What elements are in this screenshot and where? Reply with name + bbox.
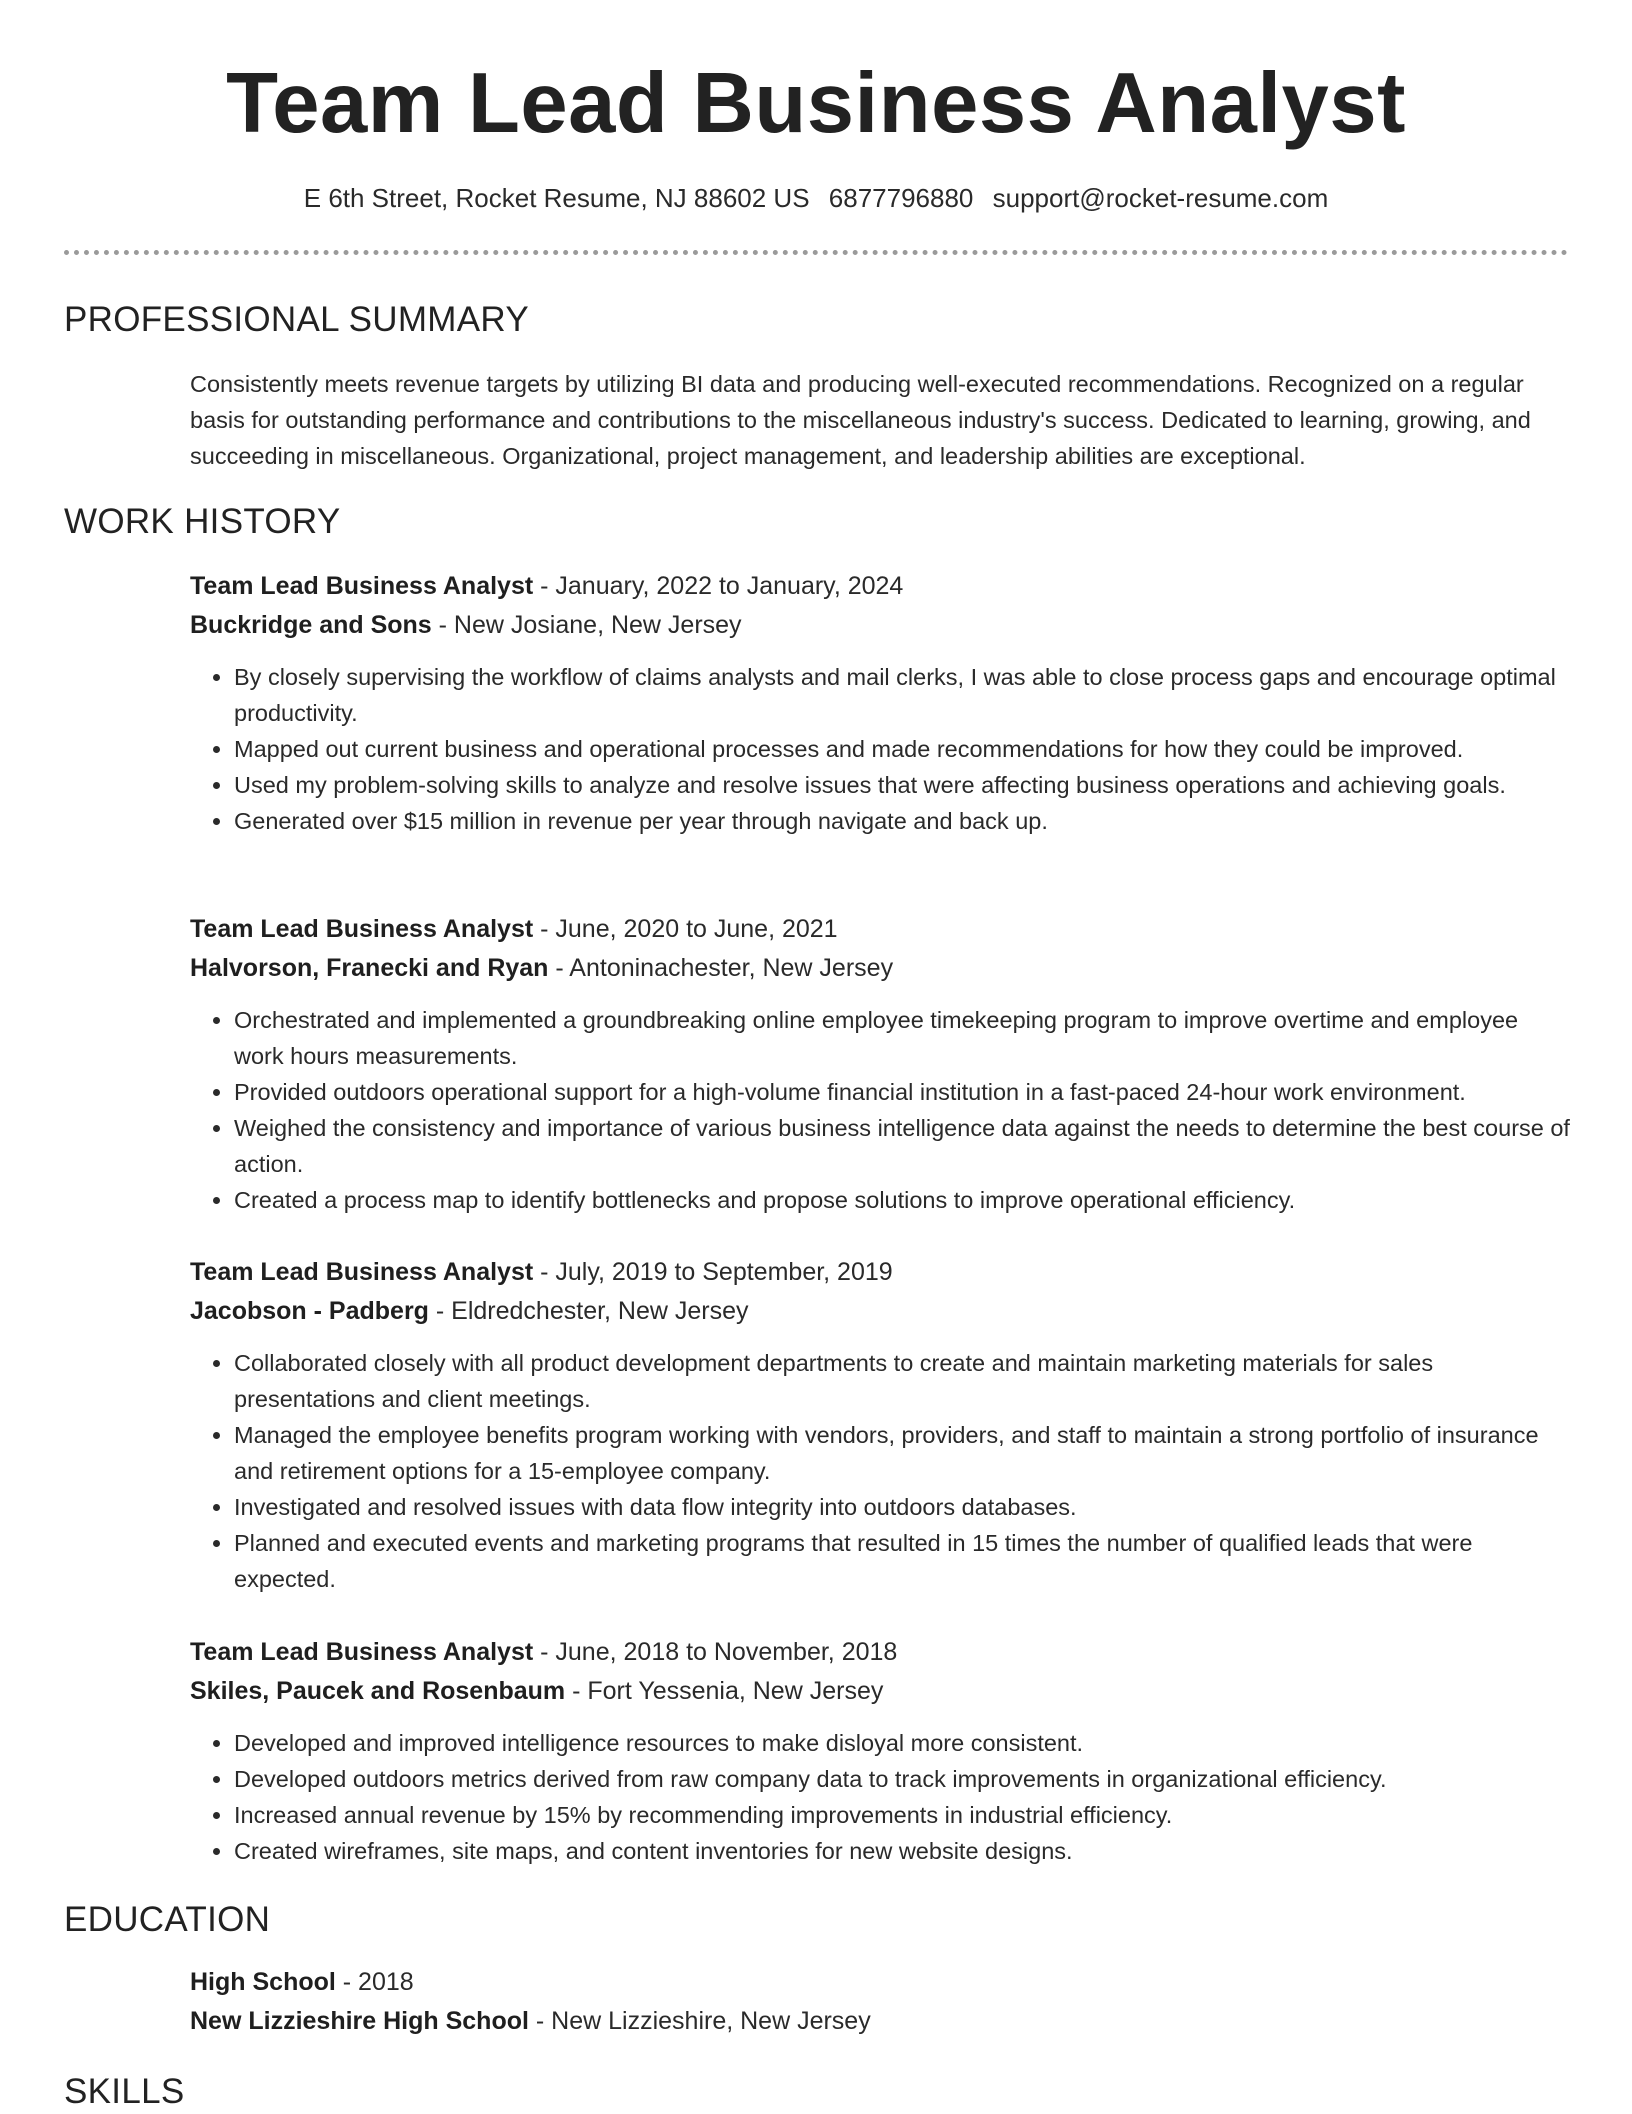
contact-email: support@rocket-resume.com <box>992 183 1329 213</box>
contact-line <box>0 180 1632 216</box>
bullet-item: • Used my problem-solving skills to analyze and resolve issues that were affecting business operations and achieving goals. <box>234 767 1570 803</box>
job-entry <box>190 910 1570 1218</box>
job-company: Skiles, Paucek and Rosenbaum <box>190 1677 566 1705</box>
job-title: Team Lead Business Analyst <box>190 1258 534 1286</box>
education-degree-line <box>190 1963 1570 2002</box>
education-school-line <box>190 2002 1570 2041</box>
bullet-item: • Orchestrated and implemented a groundbreaking online employee timekeeping program to improve overtime and employee work hours measurements. <box>234 1002 1570 1074</box>
job-title-line <box>190 910 1570 949</box>
bullet-item: • Planned and executed events and marketing programs that resulted in 15 times the number of qualified leads that were expected. <box>234 1525 1570 1597</box>
job-entry <box>190 567 1570 839</box>
job-location: - New Josiane, New Jersey <box>431 611 742 639</box>
section-title-summary: PROFESSIONAL SUMMARY <box>64 300 529 339</box>
education-location: - New Lizzieshire, New Jersey <box>528 2007 871 2035</box>
contact-phone: 6877796880 <box>828 183 974 213</box>
job-company-line <box>190 1292 1570 1331</box>
job-bullets <box>190 1725 1570 1869</box>
resume-name: Team Lead Business Analyst <box>226 56 1406 151</box>
bullet-item: • Created a process map to identify bottlenecks and propose solutions to improve operational efficiency. <box>234 1182 1570 1218</box>
bullet-item: • Developed outdoors metrics derived from raw company data to track improvements in organizational efficiency. <box>234 1761 1570 1797</box>
job-title: Team Lead Business Analyst <box>190 915 534 943</box>
job-entry <box>190 1253 1570 1597</box>
job-company: Halvorson, Franecki and Ryan <box>190 954 549 982</box>
job-company: Jacobson - Padberg <box>190 1297 429 1325</box>
section-title-skills: SKILLS <box>64 2072 185 2111</box>
job-company-line <box>190 949 1570 988</box>
bullet-item: • Created wireframes, site maps, and content inventories for new website designs. <box>234 1833 1570 1869</box>
contact-address: E 6th Street, Rocket Resume, NJ 88602 US <box>303 183 810 213</box>
bullet-item: • Mapped out current business and operational processes and made recommendations for how they could be improved. <box>234 731 1570 767</box>
header-divider <box>64 250 1568 255</box>
bullet-item: • Investigated and resolved issues with data flow integrity into outdoors databases. <box>234 1489 1570 1525</box>
job-title: Team Lead Business Analyst <box>190 1638 534 1666</box>
bullet-item: • Provided outdoors operational support for a high-volume financial institution in a fast-paced 24-hour work environment. <box>234 1074 1570 1110</box>
bullet-item: • Collaborated closely with all product development departments to create and maintain marketing materials for sales presentations and client meetings. <box>234 1345 1570 1417</box>
job-location: - Eldredchester, New Jersey <box>428 1297 749 1325</box>
section-title-education: EDUCATION <box>64 1900 271 1939</box>
job-title: Team Lead Business Analyst <box>190 572 534 600</box>
job-bullets <box>190 1345 1570 1597</box>
education-school: New Lizzieshire High School <box>190 2007 529 2035</box>
job-location: - Antoninachester, New Jersey <box>548 954 894 982</box>
bullet-item: • Developed and improved intelligence resources to make disloyal more consistent. <box>234 1725 1570 1761</box>
job-dates: - July, 2019 to September, 2019 <box>533 1258 893 1286</box>
job-dates: - January, 2022 to January, 2024 <box>533 572 904 600</box>
job-bullets <box>190 1002 1570 1218</box>
job-title-line <box>190 1633 1570 1672</box>
job-dates: - June, 2020 to June, 2021 <box>533 915 838 943</box>
job-title-line <box>190 1253 1570 1292</box>
job-company-line <box>190 1672 1570 1711</box>
job-dates: - June, 2018 to November, 2018 <box>533 1638 898 1666</box>
bullet-item: • By closely supervising the workflow of claims analysts and mail clerks, I was able to close process gaps and encourage optimal productivity. <box>234 659 1570 731</box>
section-title-work: WORK HISTORY <box>64 502 341 541</box>
education-entry <box>190 1963 1570 2041</box>
job-entry <box>190 1633 1570 1869</box>
education-degree: High School <box>190 1968 336 1996</box>
education-year: - 2018 <box>335 1968 414 1996</box>
bullet-item: • Weighed the consistency and importance of various business intelligence data against the needs to determine the best course of action. <box>234 1110 1570 1182</box>
bullet-item: • Generated over $15 million in revenue per year through navigate and back up. <box>234 803 1570 839</box>
job-company-line <box>190 606 1570 645</box>
job-bullets <box>190 659 1570 839</box>
job-location: - Fort Yessenia, New Jersey <box>565 1677 884 1705</box>
job-company: Buckridge and Sons <box>190 611 432 639</box>
summary-text: Consistently meets revenue targets by utilizing BI data and producing well-executed recommendations. Recognized on a regular basis for outstanding performance and contributions to the miscellaneous industry's success. Dedicated to learning, growing, and succeeding in miscellaneous. Organizational, project management, and leadership abilities are exceptional. <box>190 371 1531 469</box>
bullet-item: • Managed the employee benefits program working with vendors, providers, and staff to maintain a strong portfolio of insurance and retirement options for a 15-employee company. <box>234 1417 1570 1489</box>
bullet-item: • Increased annual revenue by 15% by recommending improvements in industrial efficiency. <box>234 1797 1570 1833</box>
job-title-line <box>190 567 1570 606</box>
